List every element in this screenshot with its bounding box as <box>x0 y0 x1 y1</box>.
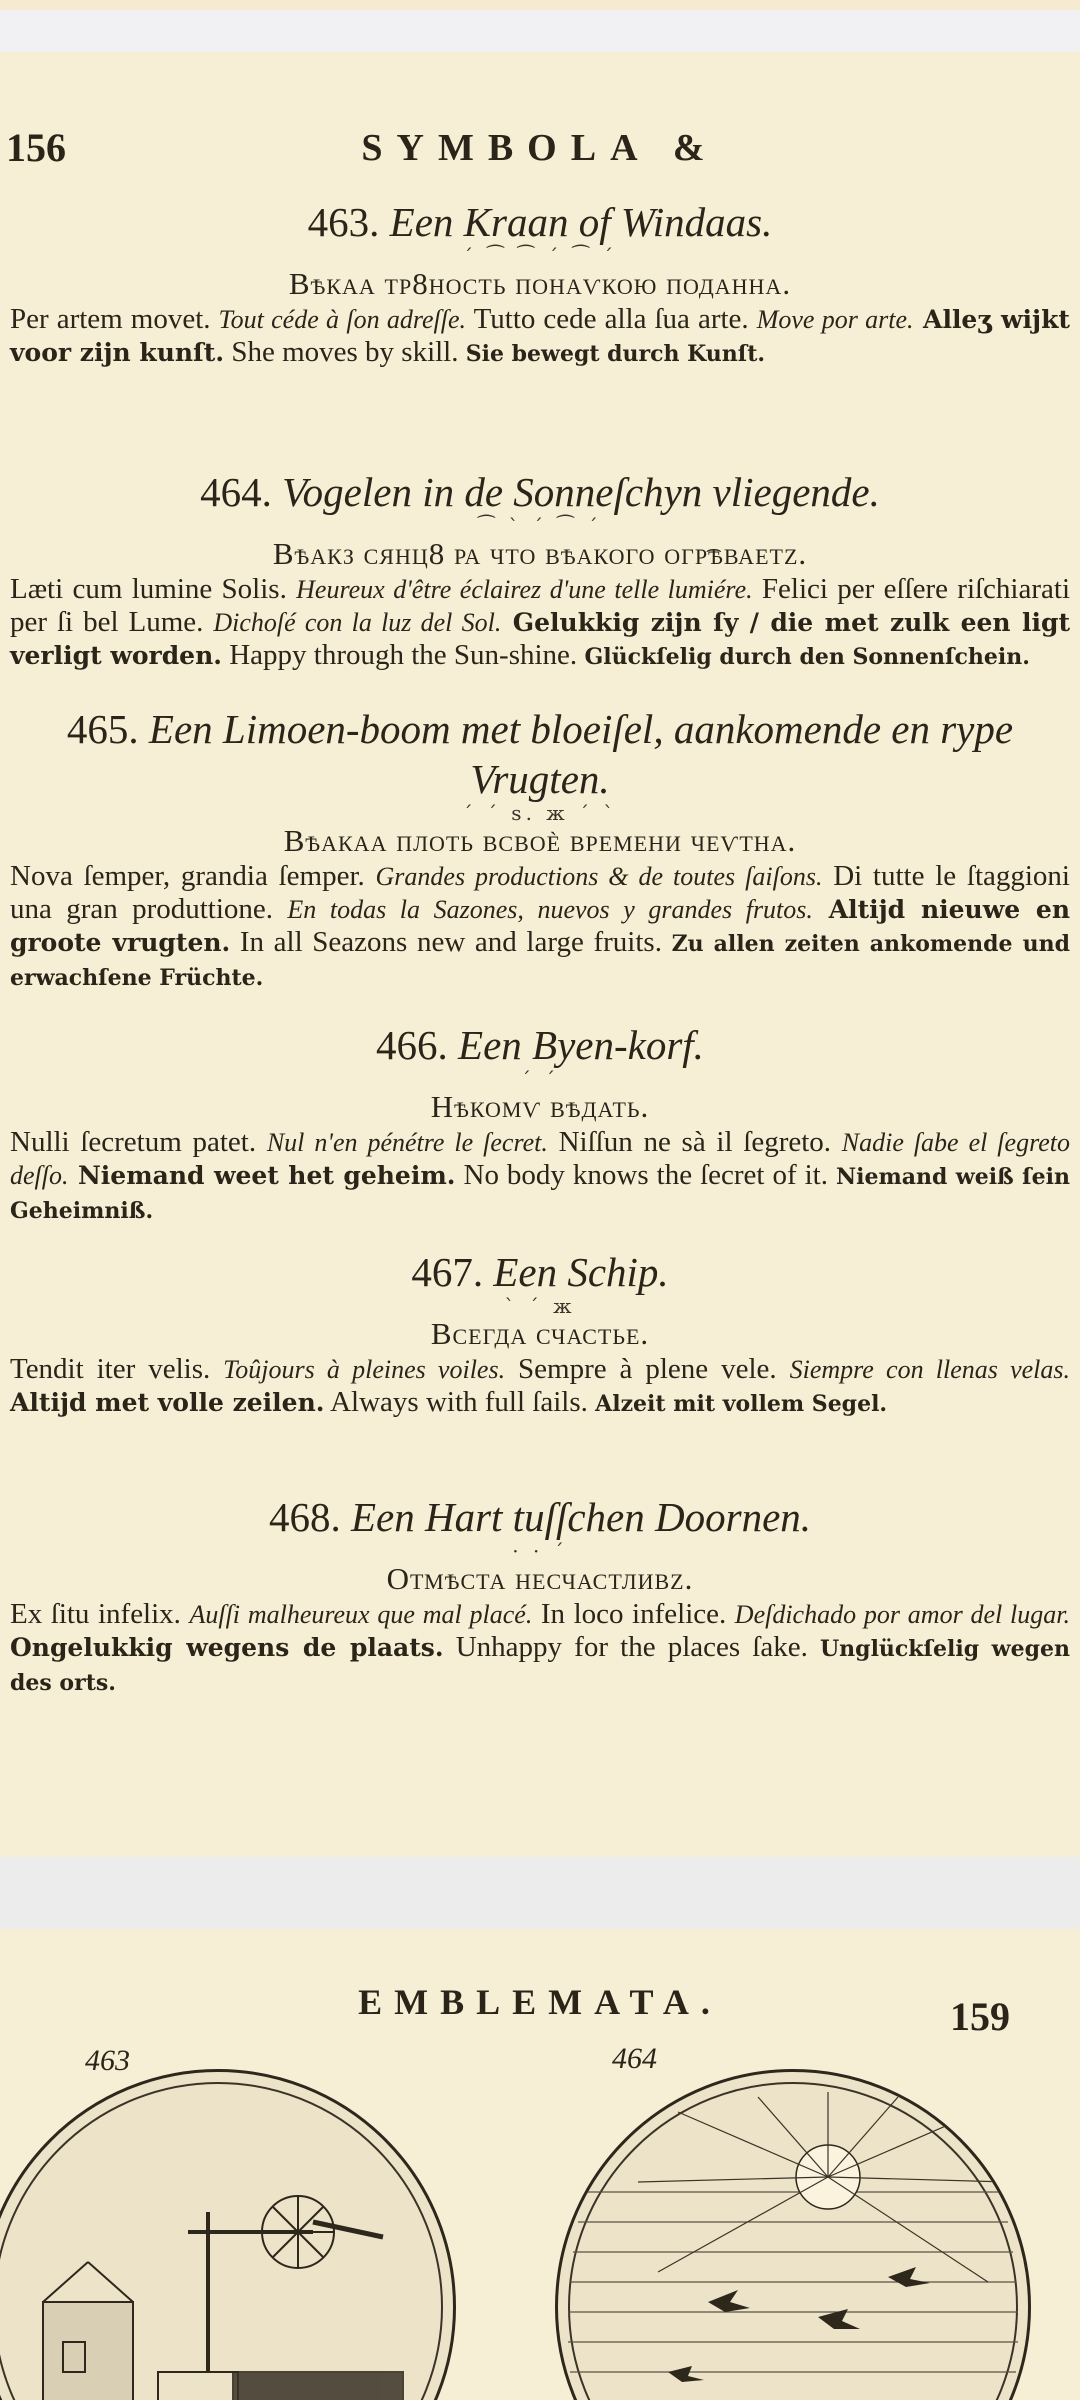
motto-text: Niſſun ne sà il ſegreto. <box>547 1126 842 1158</box>
motto-text: Alzeit mit vollem Segel. <box>595 1391 888 1417</box>
motto-text: En todas la Sazones, nuevos y grandes frutos. <box>287 895 813 924</box>
entry-body <box>0 1598 1080 1699</box>
entry-title: 468. Een Hart tuſſchen Doornen. <box>268 1494 812 1540</box>
emblem-plate-463 <box>0 2069 456 2400</box>
motto-text: Zu allen zeiten ankomende und erwachſene Früchte. <box>10 931 1070 991</box>
motto-text: Glückſelig durch den Sonnenſchein. <box>584 644 1030 670</box>
viewer-gap-top <box>0 10 1080 52</box>
book-page-159[interactable] <box>0 1929 1080 2400</box>
running-head: SYMBOLA & <box>361 127 719 169</box>
motto-text: Nadie ſabe el ſegreto deſſo. <box>10 1128 1070 1190</box>
motto-text: Alleʒ wijkt voor zijn kunſt. <box>10 305 1070 367</box>
slavonic-motto: Вѣакаа плоть всвоѐ времени чеѵтна. <box>283 823 797 858</box>
slavonic-motto: Всегда счастье. <box>430 1316 650 1351</box>
motto-text: Sempre à plene vele. <box>505 1353 790 1385</box>
motto-text: Deſdichado por amor del lugar. <box>734 1600 1071 1629</box>
page-number: 159 <box>950 1994 1010 2039</box>
entry-body <box>0 1353 1080 1420</box>
slavonic-motto: Вѣкаа тр8ность понаѵкою поданна. <box>288 266 792 301</box>
motto-text: Niemand weiß ſein Geheimniß. <box>10 1164 1070 1224</box>
motto-text: Nova ſemper, grandia ſemper. <box>10 860 376 892</box>
motto-text: Tutto cede alla ſua arte. <box>466 303 757 335</box>
page-number: 156 <box>6 125 66 170</box>
motto-text: Unglückſelig wegen des orts. <box>10 1636 1070 1696</box>
previous-page-edge <box>0 0 1080 10</box>
motto-text: Grandes productions & de toutes ſaiſons. <box>375 862 823 891</box>
motto-text: Dichoſé con la luz del Sol. <box>213 608 502 637</box>
slavonic-motto: Отмѣста несчастливz. <box>386 1561 694 1596</box>
motto-text: Tendit iter velis. <box>10 1353 224 1385</box>
motto-text: She moves by skill. <box>224 336 466 368</box>
motto-text: Altijd nieuwe en groote vrugten. <box>10 895 1071 957</box>
entry-body <box>0 573 1080 673</box>
entry-title: 465. Een Limoen-boom met bloeiſel, aankomende en rype Vrugten. <box>66 706 1014 802</box>
emblem-entry-465 <box>0 704 1080 994</box>
motto-text: Ongelukkig wegens de plaats. <box>10 1633 444 1662</box>
motto-text: Nulli ſecretum patet. <box>10 1126 267 1158</box>
motto-text: Di tutte le ſtaggioni una gran produttione. <box>10 860 1070 925</box>
motto-text: Toûjours à pleines voiles. <box>223 1355 506 1384</box>
entry-body <box>0 1126 1080 1227</box>
emblem-entry-468 <box>0 1492 1080 1699</box>
running-head: EMBLEMATA. <box>358 1982 722 2022</box>
motto-text: Per artem movet. <box>10 303 219 335</box>
motto-text: No body knows the ſecret of it. <box>455 1159 836 1191</box>
motto-text: Heureux d'être éclairez d'une telle lumiére. <box>296 575 753 604</box>
entry-body <box>0 860 1080 994</box>
motto-text: In all Seazons new and large fruits. <box>230 926 672 958</box>
emblem-plate-464 <box>555 2069 1031 2400</box>
motto-text: Læti cum lumine Solis. <box>10 573 297 605</box>
diacritic-line: ´ ´ <box>520 1067 560 1091</box>
emblem-entry-467 <box>0 1247 1080 1420</box>
motto-text: Siempre con llenas velas. <box>789 1355 1070 1384</box>
diacritic-line: ´ ⁀ ⁀ ´ ⁀ ´ <box>462 244 617 268</box>
motto-text: Ex ſitu infelix. <box>10 1598 190 1630</box>
crane-engraving-icon <box>0 2072 453 2400</box>
motto-text: Unhappy for the places ſake. <box>443 1631 820 1663</box>
entry-title: 466. Een Byen-korf. <box>376 1022 704 1068</box>
diacritic-line: · · ´ <box>512 1539 568 1563</box>
sun-birds-engraving-icon <box>558 2072 1028 2400</box>
plate-label: 464 <box>612 2042 657 2075</box>
motto-text: Altijd met volle zeilen. <box>10 1388 325 1417</box>
emblem-entry-466 <box>0 1020 1080 1227</box>
plate-label: 463 <box>85 2044 130 2077</box>
motto-text: Sie bewegt durch Kunſt. <box>465 341 766 367</box>
motto-text: Niemand weet het geheim. <box>68 1161 456 1190</box>
book-page-156[interactable] <box>0 52 1080 1857</box>
diacritic-line: ⁀ ` ´ ⁀ ´ <box>478 514 602 538</box>
slavonic-motto: Вѣакз сянц8 ра что вѣакого огр͡ѣваетz. <box>272 536 808 571</box>
emblem-entry-464 <box>0 467 1080 673</box>
diacritic-line: ´ ´ s. ж ´ ` <box>462 801 618 825</box>
entry-title: 467. Een Schip. <box>411 1249 669 1295</box>
diacritic-line: ` ´ ж <box>504 1294 576 1318</box>
motto-text: Auſſi malheureux que mal placé. <box>189 1600 533 1629</box>
motto-text: Tout céde à ſon adreſſe. <box>218 305 467 334</box>
slavonic-motto: Нѣкомѵ вѣдать. <box>430 1089 650 1124</box>
motto-text: Felici per eſſere riſchiarati per ſi bel Lume. <box>10 573 1071 638</box>
entry-title: 463. Een Kraan of Windaas. <box>307 199 773 245</box>
entry-title: 464. Vogelen in de Sonneſchyn vliegende. <box>200 469 880 515</box>
motto-text: Move por arte. <box>756 305 914 334</box>
motto-text: Happy through the Sun-shine. <box>221 639 585 671</box>
motto-text: Nul n'en pénétre le ſecret. <box>266 1128 548 1157</box>
entry-body <box>0 303 1080 370</box>
motto-text: In loco infelice. <box>532 1598 735 1630</box>
motto-text: Always with full ſails. <box>324 1386 596 1418</box>
viewer-gap-between-pages <box>0 1857 1080 1929</box>
motto-text: Gelukkig zijn ſy / die met zulk een ligt verligt worden. <box>10 608 1071 670</box>
emblem-entry-463 <box>0 197 1080 370</box>
